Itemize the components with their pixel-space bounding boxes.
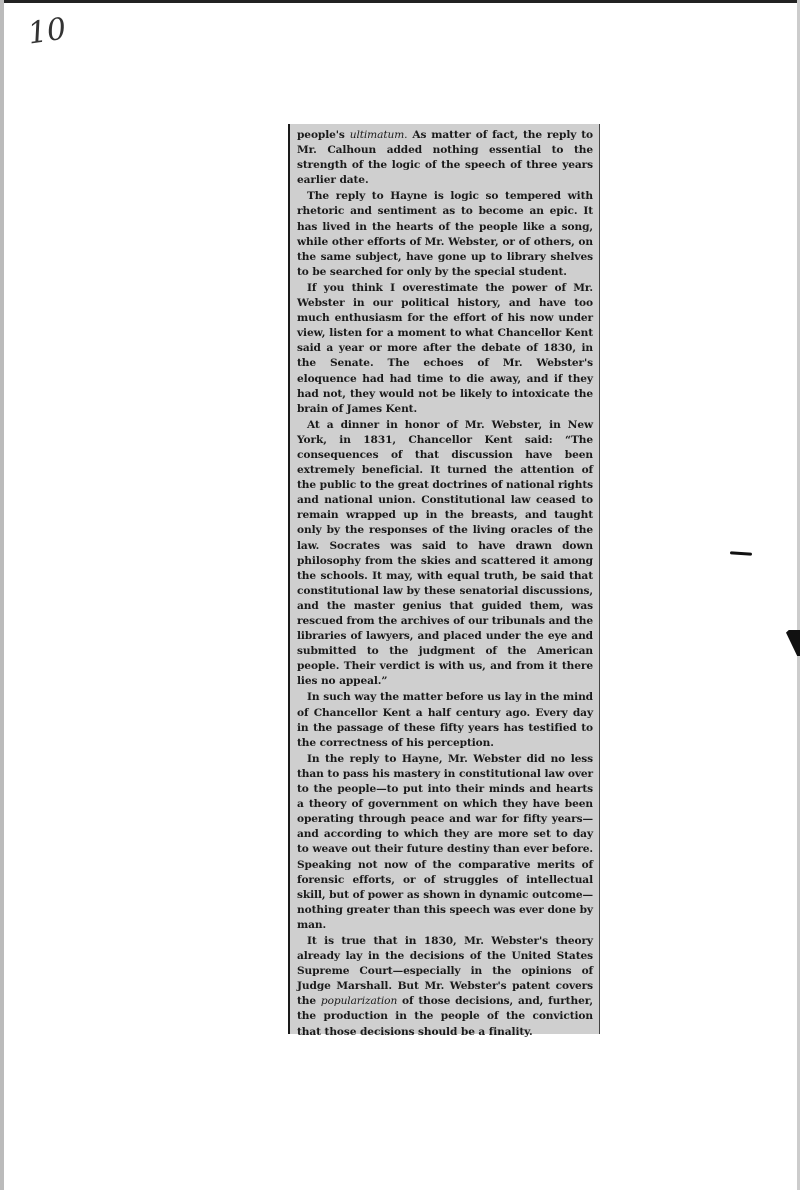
paragraph-text: The reply to Hayne is logic so tempered with rhetoric and sentiment as to become an epic. It has lived in the hearts of the people like a song, while other efforts of Mr. Webster, or of others, on the same subject, have gone up to library shelves to be searched for only by the special student. (297, 190, 593, 278)
paragraph-text: In the reply to Hayne, Mr. Webster did no less than to pass his mastery in constitutional law over to the people—to put into their minds and hearts a theory of government on which they have been operating through peace and war for fifty years—and according to which they are more set to day to weave out their future destiny than ever before. Speaking not now of the comparative merits of forensic efforts, or of struggles of intellectual skill, but of power as shown in dynamic outcome—nothing greater than this speech was ever done by man. (297, 752, 593, 931)
page-edge-left (0, 0, 4, 1190)
ink-mark (730, 551, 752, 556)
paragraph (297, 418, 593, 690)
paragraph (297, 690, 593, 750)
scan-edge-mark (786, 630, 800, 656)
paragraph (297, 189, 593, 280)
handwritten-page-number: 10 (25, 11, 69, 52)
paragraph-text: It is true that in 1830, Mr. Webster's theory already lay in the decisions of the United States Supreme Court—especially in the opinions of Judge Marshall. But Mr. Webster's patent covers the (297, 934, 593, 1008)
paragraph (297, 128, 593, 188)
newspaper-clipping (288, 124, 600, 1038)
italic-text: popularization (320, 995, 398, 1008)
paragraph-text: people's (297, 129, 350, 141)
paragraph-text: At a dinner in honor of Mr. Webster, in New York, in 1831, Chancellor Kent said: “The consequences of that discussion have been extremely beneficial. It turned the attention of the public to the great doctrines of national rights and national union. Constitutional law ceased to remain wrapped up in the breasts, and taught only by the responses of the living oracles of the law. Socrates was said to have drawn down philosophy from the skies and scattered it among the schools. It may, with equal truth, be said that constitutional law by these senatorial discussions, and the master genius that guided them, was rescued from the archives of our tribunals and the libraries of lawyers, and placed under the eye and submitted to the judgment of the American people. Their verdict is with us, and from it there lies no appeal.” (297, 418, 593, 688)
page-edge-top (0, 0, 800, 3)
paragraph (297, 281, 593, 417)
paragraph-text: In such way the matter before us lay in the mind of Chancellor Kent a half century ago. Every day in the passage of these fifty years has testified to the correctness of his perception. (297, 691, 593, 749)
paragraph (297, 934, 593, 1040)
paragraph-text: of those decisions, and, further, the production in the people of the conviction that those decisions should be a finality. (297, 995, 594, 1038)
paragraph (297, 752, 593, 933)
italic-text: ultimatum. (349, 129, 408, 141)
paragraph-text: As matter of fact, the reply to Mr. Calhoun added nothing essential to the strength of the logic of the speech of three years earlier date. (297, 129, 593, 187)
paragraph-text: If you think I overestimate the power of Mr. Webster in our political history, and have too much enthusiasm for the effort of his now under view, listen for a moment to what Chancellor Kent said a year or more after the debate of 1830, in the Senate. The echoes of Mr. Webster's eloquence had had time to die away, and if they had not, they would not be likely to intoxicate the brain of James Kent. (297, 281, 593, 415)
